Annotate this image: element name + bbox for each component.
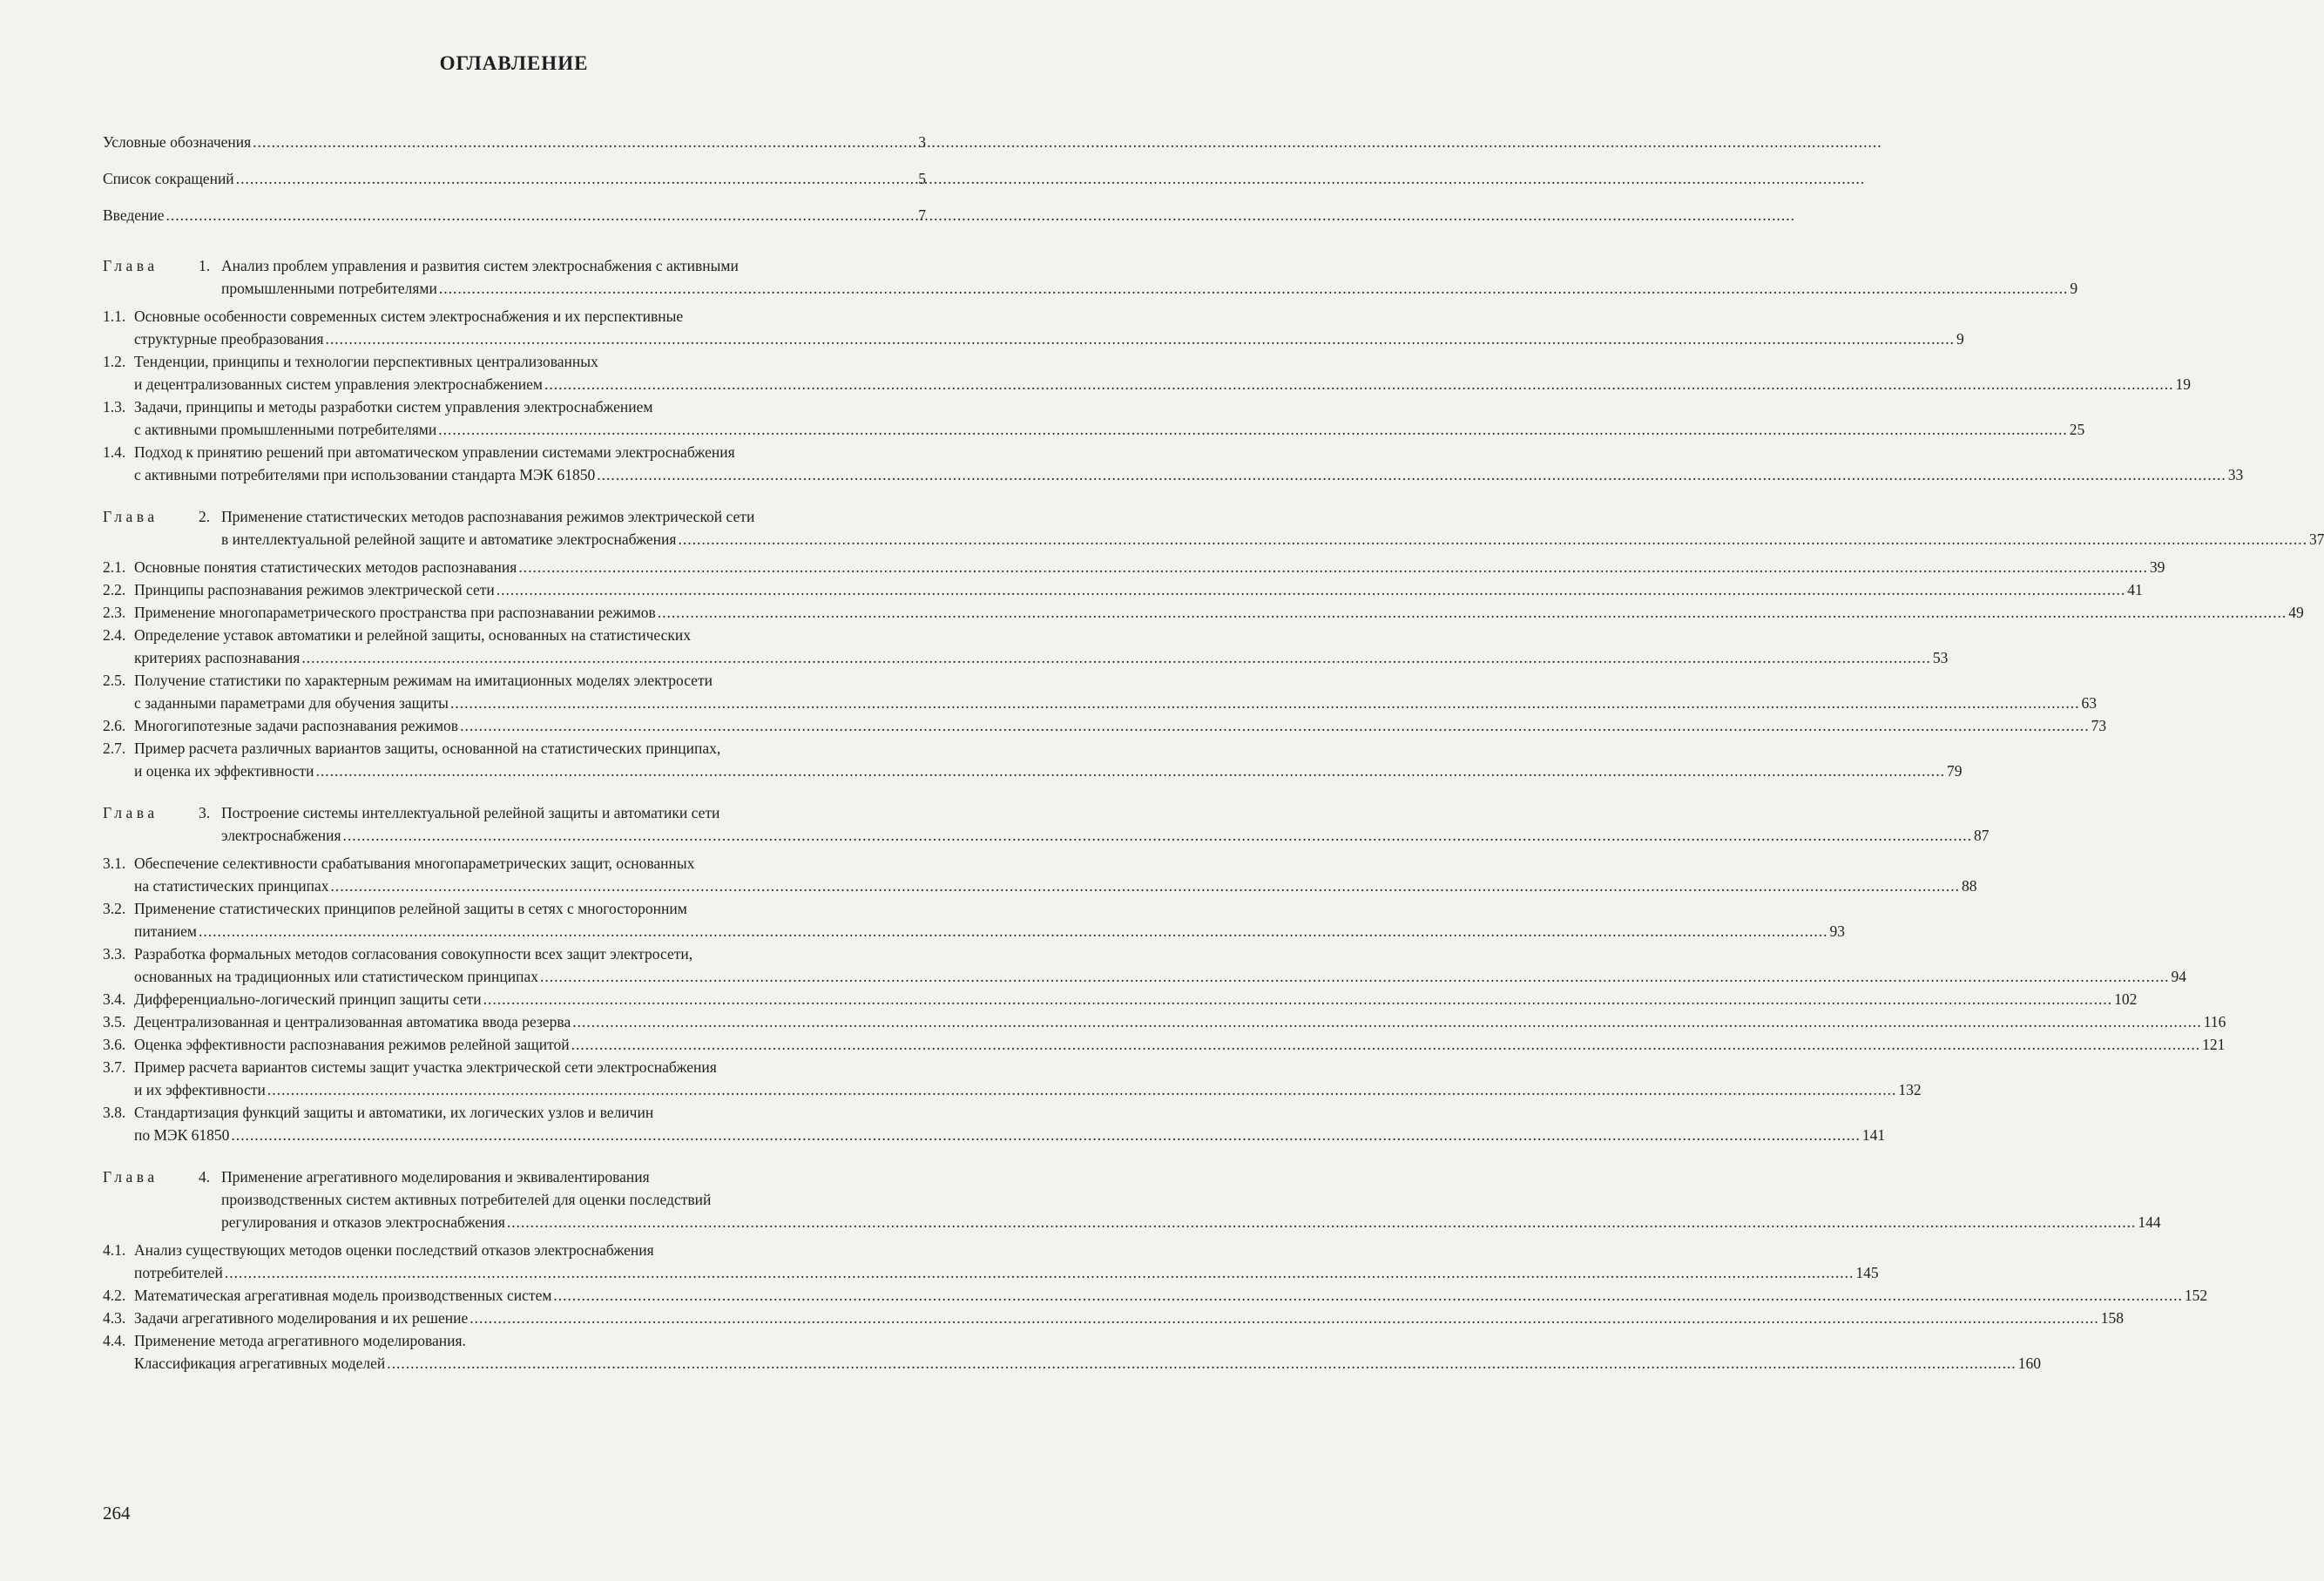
toc-leader-row [134,1010,2226,1033]
page-ref: 9 [2070,280,2078,297]
entry-text: структурные преобразования [134,330,324,348]
spacer [103,486,926,505]
dot-leader [470,1307,2099,1329]
entry-text: Оценка эффективности распознавания режимов релейной защитой [134,1036,570,1053]
toc-leader-row [134,328,1964,350]
entry-body [134,578,2143,601]
page-ref: 87 [1974,827,1990,844]
entry-body [134,1010,2226,1033]
chapter-label: Глава [103,508,159,525]
entry-line: Применение статистических принципов релейной защиты в сетях с многосторонним [134,900,687,917]
page-ref: 7 [918,206,926,224]
section-entry [103,395,2085,441]
toc-leader-row [134,463,2243,486]
entry-text: Классификация агрегативных моделей [134,1355,386,1372]
entry-text: Применение многопараметрического пространства при распознавании режимов [134,604,656,621]
entry-text: регулирования и отказов электроснабжения [221,1213,505,1231]
entry-text: с активными потребителями при использовании стандарта МЭК 61850 [134,466,596,483]
page-ref: 37 [2308,530,2324,548]
toc-leader-row [134,1284,2207,1307]
page-ref: 39 [2149,558,2165,576]
dot-leader [225,1261,1854,1284]
dot-leader [316,760,1946,782]
page-ref: 5 [918,170,926,187]
toc-leader-row [134,920,1845,943]
entry-line: Применение агрегативного моделирования и эквивалентирования [221,1168,650,1186]
dot-leader [450,692,2080,714]
section-entry [103,897,1845,943]
dot-leader [439,277,2069,300]
chapter-label: Глава [103,1168,159,1186]
dot-leader [301,646,1931,669]
entry-line: Задачи, принципы и методы разработки систем управления электроснабжением [134,398,653,416]
spacer [103,1146,926,1165]
entry-text: Математическая агрегативная модель производственных систем [134,1287,552,1304]
entry-text: основанных на традиционных или статистическом принципах [134,968,539,985]
entry-text: и оценка их эффективности [134,762,314,780]
entry-line: Получение статистики по характерным режимам на имитационных моделях электросети [134,672,713,689]
spacer [103,190,926,204]
section-entry [103,943,2187,988]
entry-line: Пример расчета различных вариантов защиты, основанной на статистических принципах, [134,740,721,757]
page-ref: 79 [1947,762,1963,780]
page-ref: 25 [2069,421,2085,438]
page-ref: 152 [2184,1287,2208,1304]
chapter-number: 2. [199,508,211,525]
section-number: 3.6. [103,1036,126,1053]
page-ref: 144 [2138,1213,2161,1231]
page-ref: 53 [1932,649,1949,666]
section-number: 4.1. [103,1241,126,1259]
dot-leader [330,875,1960,897]
section-number: 3.8. [103,1104,126,1121]
entry-text: потребителей [134,1264,223,1281]
toc-leader-row [134,988,2137,1010]
dot-leader [253,131,916,153]
section-number: 3.4. [103,990,126,1008]
entry-text: Введение [103,206,165,224]
page-ref: 3 [918,133,926,151]
section-number: 4.3. [103,1309,126,1327]
section-entry [103,556,2165,578]
chapter-label: Глава [103,257,159,274]
entry-line: Построение системы интеллектуальной релейной защиты и автоматики сети [221,804,720,821]
page-ref: 63 [2081,694,2097,712]
toc-leader-row [134,1352,2041,1375]
entry-text: промышленными потребителями [221,280,437,297]
entry-body [134,897,1845,943]
toc-leader-row [134,646,1948,669]
entry-text: на статистических принципах [134,877,329,895]
entry-body [134,601,2304,624]
entry-text: Условные обозначения [103,133,252,151]
dot-leader [343,824,1973,847]
toc-leader-row [134,714,2106,737]
page-ref: 141 [1861,1126,1886,1144]
chapter-heading [103,801,1990,847]
dot-leader [572,1010,2202,1033]
section-entry [103,305,1964,350]
section-number: 1.1. [103,307,126,325]
entry-text: Список сокращений [103,170,234,187]
entry-text: питанием [134,922,197,940]
toc-leader-row [134,556,2165,578]
chapter-number: 4. [199,1168,211,1186]
toc-leader-row [134,601,2304,624]
entry-body [134,669,2097,714]
entry-text: с заданными параметрами для обучения защиты [134,694,449,712]
dot-leader [199,920,1828,943]
entry-body [221,505,2324,551]
entry-line: Анализ проблем управления и развития систем электроснабжения с активными [221,257,739,274]
toc-leader-row [103,167,926,190]
section-entry [103,601,2304,624]
toc-leader-row [134,875,1976,897]
entry-line: Применение метода агрегативного моделирования. [134,1332,466,1349]
entry-body [134,1101,1885,1146]
entry-body [134,988,2137,1010]
page-title: ОГЛАВЛЕНИЕ [439,52,589,74]
entry-body [134,556,2165,578]
front-matter-entry [103,167,926,190]
page-ref: 9 [1956,330,1964,348]
entry-body [221,254,2077,300]
section-entry [103,852,1977,897]
page-ref: 73 [2091,717,2107,734]
entry-body [134,305,1964,350]
page-ref: 49 [2288,604,2304,621]
toc-leader-row [221,277,2077,300]
entry-text: Многогипотезные задачи распознавания режимов [134,717,459,734]
section-entry [103,624,1949,669]
page-ref: 93 [1829,922,1845,940]
section-entry [103,1329,2042,1375]
entry-line: Стандартизация функций защиты и автоматики, их логических узлов и величин [134,1104,654,1121]
section-entry [103,988,2138,1010]
dot-leader [267,1078,1897,1101]
toc-leader-row [134,1078,1922,1101]
entry-body [134,714,2106,737]
spacer [103,240,926,254]
section-number: 1.2. [103,353,126,370]
front-matter-entry [103,204,926,226]
chapter-heading [103,1165,2161,1233]
entry-line: производственных систем активных потребителей для оценки последствий [221,1191,712,1208]
dot-leader [553,1284,2183,1307]
entry-line: Анализ существующих методов оценки последствий отказов электроснабжения [134,1241,654,1259]
page-ref: 145 [1855,1264,1879,1281]
dot-leader [438,418,2068,441]
toc-leader-row [134,692,2097,714]
toc-leader-row [103,131,926,153]
entry-text: Задачи агрегативного моделирования и их решение [134,1309,469,1327]
section-entry [103,1010,2226,1033]
front-matter-entry [103,131,926,153]
section-number: 3.3. [103,945,126,963]
page-ref: 132 [1898,1081,1922,1098]
section-number: 3.2. [103,900,126,917]
toc-leader-row [134,1307,2124,1329]
entry-line: Тенденции, принципы и технологии перспективных централизованных [134,353,598,370]
section-number: 2.7. [103,740,126,757]
section-entry [103,1239,1879,1284]
page-number: 264 [103,1503,131,1524]
toc-leader-row [134,965,2186,988]
dot-leader [497,578,2126,601]
toc-leader-row [134,1033,2225,1056]
entry-body [134,1239,1879,1284]
spacer [103,226,926,240]
dot-leader [387,1352,2017,1375]
section-number: 4.2. [103,1287,126,1304]
section-entry [103,714,2107,737]
dot-leader [658,601,2287,624]
page-ref: 116 [2203,1013,2226,1030]
entry-body [134,350,2191,395]
page-ref: 158 [2100,1309,2125,1327]
section-number: 2.2. [103,581,126,598]
section-entry [103,441,2244,486]
page-ref: 121 [2202,1036,2226,1053]
dot-leader [507,1211,2137,1233]
page-ref: 88 [1961,877,1977,895]
section-entry [103,1033,2226,1056]
section-number: 3.5. [103,1013,126,1030]
entry-text: и децентрализованных систем управления электроснабжением [134,375,543,393]
page-ref: 94 [2171,968,2187,985]
section-entry [103,350,2191,395]
section-entry [103,1307,2125,1329]
section-number: 2.4. [103,626,126,644]
section-number: 2.1. [103,558,126,576]
entry-line: Основные особенности современных систем электроснабжения и их перспективные [134,307,684,325]
page-ref: 102 [2114,990,2138,1008]
page-ref: 19 [2175,375,2191,393]
entry-text: по МЭК 61850 [134,1126,230,1144]
entry-line: Подход к принятию решений при автоматическом управлении системами электроснабжения [134,443,735,461]
dot-leader [483,988,2113,1010]
entry-line: Применение статистических методов распознавания режимов электрической сети [221,508,755,525]
entry-text: Основные понятия статистических методов распознавания [134,558,517,576]
section-entry [103,1101,1886,1146]
entry-body [134,1307,2124,1329]
entry-text: с активными промышленными потребителями [134,421,437,438]
entry-text: Принципы распознавания режимов электрической сети [134,581,495,598]
section-number: 4.4. [103,1332,126,1349]
chapter-number: 3. [199,804,211,821]
toc-leader-row [134,373,2191,395]
entry-text: в интеллектуальной релейной защите и автоматике электроснабжения [221,530,677,548]
dot-leader [540,965,2170,988]
section-entry [103,578,2143,601]
toc-leader-row [134,1261,1879,1284]
entry-text: и их эффективности [134,1081,266,1098]
toc-leader-row [134,418,2084,441]
section-entry [103,1056,1922,1101]
dot-leader [326,328,1956,350]
entry-body [134,737,1963,782]
dot-leader [571,1033,2201,1056]
chapter-label: Глава [103,804,159,821]
entry-body [134,1329,2041,1375]
dot-leader [236,167,917,190]
section-number: 3.1. [103,855,126,872]
chapter-heading [103,254,2078,300]
toc-leader-row [134,1124,1885,1146]
dot-leader [544,373,2174,395]
toc-leader-row [221,528,2324,551]
chapter-number: 1. [199,257,211,274]
dot-leader [597,463,2226,486]
section-number: 2.6. [103,717,126,734]
dot-leader [460,714,2090,737]
chapter-heading [103,505,2324,551]
section-number: 3.7. [103,1058,126,1076]
dot-leader [166,204,917,226]
section-entry [103,669,2097,714]
toc-leader-row [221,824,1990,847]
entry-text: электроснабжения [221,827,341,844]
entry-text: Дифференциально-логический принцип защиты сети [134,990,482,1008]
entry-body [134,624,1948,669]
entry-body [221,801,1990,847]
page-ref: 33 [2227,466,2244,483]
entry-body [221,1165,2161,1233]
page-ref: 160 [2017,1355,2042,1372]
entry-body [134,1033,2225,1056]
entry-body [134,395,2084,441]
dot-leader [231,1124,1861,1146]
entry-body [134,943,2186,988]
entry-body [134,1284,2207,1307]
section-entry [103,737,1963,782]
entry-line: Определение уставок автоматики и релейной защиты, основанных на статистических [134,626,691,644]
section-number: 2.5. [103,672,126,689]
table-of-contents [103,131,2324,1375]
entry-body [134,441,2243,486]
entry-text: критериях распознавания [134,649,301,666]
spacer [103,782,926,801]
entry-line: Обеспечение селективности срабатывания многопараметрических защит, основанных [134,855,695,872]
toc-leader-row [134,578,2143,601]
section-number: 1.3. [103,398,126,416]
entry-text: Децентрализованная и централизованная автоматика ввода резерва [134,1013,571,1030]
dot-leader [678,528,2307,551]
section-entry [103,1284,2208,1307]
entry-body [134,1056,1922,1101]
page-ref: 41 [2127,581,2143,598]
section-number: 1.4. [103,443,126,461]
section-number: 2.3. [103,604,126,621]
entry-line: Пример расчета вариантов системы защит участка электрической сети электроснабжения [134,1058,717,1076]
entry-body [134,852,1976,897]
dot-leader [518,556,2148,578]
spacer [103,153,926,167]
entry-line: Разработка формальных методов согласования совокупности всех защит электросети, [134,945,693,963]
toc-leader-row [221,1211,2161,1233]
toc-leader-row [103,204,926,226]
toc-leader-row [134,760,1963,782]
